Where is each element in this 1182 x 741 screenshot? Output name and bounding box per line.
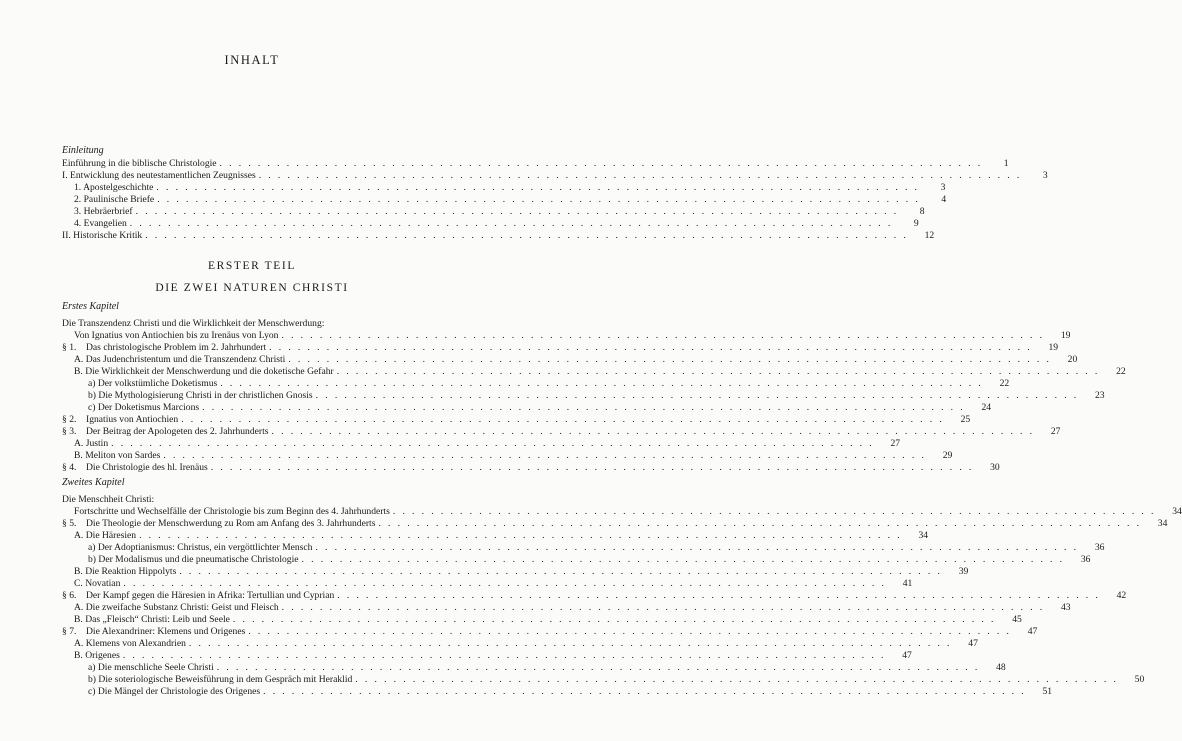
toc-entry bbox=[62, 506, 1182, 518]
entry-text: Die Transzendenz Christi und die Wirklichkeit der Menschwerdung: bbox=[62, 318, 325, 329]
entry-number: § 5. bbox=[62, 518, 77, 529]
dot-leader: . . . . . . . . . . . . . . . . . . . . . . . . . . . . . . . . . . . . . . . . . . . . . . . . . . . . . . . . . . . . . . . . . . . . . . . . . . . . . . . . bbox=[315, 542, 1079, 553]
entry-label bbox=[62, 182, 153, 194]
entry-label bbox=[62, 530, 136, 542]
entry-text: a) Der volkstümliche Doketismus bbox=[88, 378, 218, 389]
entry-label bbox=[62, 626, 245, 638]
dot-leader: . . . . . . . . . . . . . . . . . . . . . . . . . . . . . . . . . . . . . . . . . . . . . . . . . . . . . . . . . . . . . . . . . . . . . . . . . . . . . . . . bbox=[202, 402, 966, 413]
entry-text: b) Die soteriologische Beweisführung in dem Gespräch mit Heraklid bbox=[88, 674, 353, 685]
dot-leader: . . . . . . . . . . . . . . . . . . . . . . . . . . . . . . . . . . . . . . . . . . . . . . . . . . . . . . . . . . . . . . . . . . . . . . . . . . . . . . . . bbox=[139, 530, 903, 541]
dot-leader: . . . . . . . . . . . . . . . . . . . . . . . . . . . . . . . . . . . . . . . . . . . . . . . . . . . . . . . . . . . . . . . . . . . . . . . . . . . . . . . . bbox=[232, 614, 996, 625]
toc-entry bbox=[62, 554, 1091, 566]
toc-entry bbox=[62, 366, 1126, 378]
dot-leader: . . . . . . . . . . . . . . . . . . . . . . . . . . . . . . . . . . . . . . . . . . . . . . . . . . . . . . . . . . . . . . . . . . . . . . . . . . . . . . . . bbox=[219, 158, 983, 169]
entry-label bbox=[62, 450, 160, 462]
entry-text: C. Novatian bbox=[74, 578, 121, 589]
entry-label bbox=[62, 650, 120, 662]
entry-label bbox=[62, 206, 133, 218]
entry-label bbox=[62, 462, 208, 474]
entry-label bbox=[62, 494, 154, 506]
page-number: 12 bbox=[924, 230, 935, 241]
entry-text: Der Kampf gegen die Häresien in Afrika: Tertullian und Cyprian bbox=[86, 590, 335, 601]
part-title: DIE ZWEI NATUREN CHRISTI bbox=[155, 282, 349, 294]
toc-entry bbox=[62, 354, 1078, 366]
page-number: 36 bbox=[1094, 542, 1105, 553]
dot-leader: . . . . . . . . . . . . . . . . . . . . . . . . . . . . . . . . . . . . . . . . . . . . . . . . . . . . . . . . . . . . . . . . . . . . . . . . . . . . . . . . bbox=[188, 638, 952, 649]
page-number: 43 bbox=[1061, 602, 1071, 613]
page-number: 22 bbox=[1116, 366, 1126, 377]
entry-text: a) Der Adoptianismus: Christus, ein vergöttlichter Mensch bbox=[88, 542, 313, 553]
entry-label bbox=[62, 218, 127, 230]
dot-leader: . . . . . . . . . . . . . . . . . . . . . . . . . . . . . . . . . . . . . . . . . . . . . . . . . . . . . . . . . . . . . . . . . . . . . . . . . . . . . . . . bbox=[315, 390, 1079, 401]
section-heading: Einleitung bbox=[62, 145, 104, 156]
toc-entry bbox=[62, 602, 1071, 614]
page-number: 19 bbox=[1048, 342, 1059, 353]
entry-label bbox=[62, 390, 313, 402]
entry-text: Einführung in die biblische Christologie bbox=[62, 158, 217, 169]
entry-label bbox=[62, 170, 256, 182]
dot-leader: . . . . . . . . . . . . . . . . . . . . . . . . . . . . . . . . . . . . . . . . . . . . . . . . . . . . . . . . . . . . . . . . . . . . . . . . . . . . . . . . bbox=[301, 554, 1065, 565]
dot-leader: . . . . . . . . . . . . . . . . . . . . . . . . . . . . . . . . . . . . . . . . . . . . . . . . . . . . . . . . . . . . . . . . . . . . . . . . . . . . . . . . bbox=[145, 230, 909, 241]
entry-text: Die Alexandriner: Klemens und Origenes bbox=[86, 626, 246, 637]
page-number: 27 bbox=[1050, 426, 1061, 437]
entry-label bbox=[62, 318, 324, 330]
dot-leader: . . . . . . . . . . . . . . . . . . . . . . . . . . . . . . . . . . . . . . . . . . . . . . . . . . . . . . . . . . . . . . . . . . . . . . . . . . . . . . . . bbox=[220, 378, 984, 389]
toc-entry bbox=[62, 542, 1105, 554]
part-label: ERSTER TEIL bbox=[208, 260, 296, 272]
dot-leader: . . . . . . . . . . . . . . . . . . . . . . . . . . . . . . . . . . . . . . . . . . . . . . . . . . . . . . . . . . . . . . . . . . . . . . . . . . . . . . . . bbox=[216, 662, 980, 673]
toc-entry bbox=[62, 626, 1038, 638]
page-title: INHALT bbox=[224, 53, 280, 67]
dot-leader: . . . . . . . . . . . . . . . . . . . . . . . . . . . . . . . . . . . . . . . . . . . . . . . . . . . . . . . . . . . . . . . . . . . . . . . . . . . . . . . . bbox=[281, 602, 1045, 613]
entry-label bbox=[62, 602, 279, 614]
entry-text: Das christologische Problem im 2. Jahrhundert bbox=[86, 342, 267, 353]
dot-leader: . . . . . . . . . . . . . . . . . . . . . . . . . . . . . . . . . . . . . . . . . . . . . . . . . . . . . . . . . . . . . . . . . . . . . . . . . . . . . . . . bbox=[281, 330, 1045, 341]
page-number: 20 bbox=[1067, 354, 1078, 365]
page-number: 23 bbox=[1095, 390, 1105, 401]
entry-text: B. Die Reaktion Hippolyts bbox=[74, 566, 177, 577]
page-number: 25 bbox=[960, 414, 971, 425]
toc-entry bbox=[62, 530, 929, 542]
toc-entry bbox=[62, 402, 992, 414]
toc-entry bbox=[62, 194, 947, 206]
dot-leader: . . . . . . . . . . . . . . . . . . . . . . . . . . . . . . . . . . . . . . . . . . . . . . . . . . . . . . . . . . . . . . . . . . . . . . . . . . . . . . . . bbox=[288, 354, 1052, 365]
page-number: 47 bbox=[1027, 626, 1038, 637]
page-number: 51 bbox=[1042, 686, 1053, 697]
entry-text: Der Beitrag der Apologeten des 2. Jahrhunderts bbox=[86, 426, 269, 437]
toc-entry bbox=[62, 378, 1010, 390]
dot-leader: . . . . . . . . . . . . . . . . . . . . . . . . . . . . . . . . . . . . . . . . . . . . . . . . . . . . . . . . . . . . . . . . . . . . . . . . . . . . . . . . bbox=[337, 590, 1101, 601]
entry-text: Fortschritte und Wechselfälle der Christologie bis zum Beginn des 4. Jahrhunderts bbox=[74, 506, 390, 517]
entry-text: b) Der Modalismus und die pneumatische Christologie bbox=[88, 554, 299, 565]
entry-text: A. Klemens von Alexandrien bbox=[74, 638, 186, 649]
page-number: 3 bbox=[1042, 170, 1048, 181]
toc-entry bbox=[62, 426, 1061, 438]
dot-leader: . . . . . . . . . . . . . . . . . . . . . . . . . . . . . . . . . . . . . . . . . . . . . . . . . . . . . . . . . . . . . . . . . . . . . . . . . . . . . . . . bbox=[129, 218, 893, 229]
toc-entry bbox=[62, 170, 1048, 182]
toc-entry bbox=[62, 650, 912, 662]
page-number: 8 bbox=[919, 206, 925, 217]
toc-entry bbox=[62, 614, 1022, 626]
entry-text: A. Die Häresien bbox=[74, 530, 137, 541]
page-number: 34 bbox=[918, 530, 929, 541]
toc-entry bbox=[62, 686, 1053, 698]
toc-entry bbox=[62, 182, 946, 194]
dot-leader: . . . . . . . . . . . . . . . . . . . . . . . . . . . . . . . . . . . . . . . . . . . . . . . . . . . . . . . . . . . . . . . . . . . . . . . . . . . . . . . . bbox=[392, 506, 1156, 517]
page-number: 1 bbox=[1003, 158, 1009, 169]
dot-leader: . . . . . . . . . . . . . . . . . . . . . . . . . . . . . . . . . . . . . . . . . . . . . . . . . . . . . . . . . . . . . . . . . . . . . . . . . . . . . . . . bbox=[258, 170, 1022, 181]
page-number: 36 bbox=[1080, 554, 1091, 565]
page-number: 30 bbox=[990, 462, 1000, 473]
entry-number: § 7. bbox=[62, 626, 77, 637]
toc-entry bbox=[62, 578, 913, 590]
entry-text: 3. Hebräerbrief bbox=[74, 206, 133, 217]
dot-leader: . . . . . . . . . . . . . . . . . . . . . . . . . . . . . . . . . . . . . . . . . . . . . . . . . . . . . . . . . . . . . . . . . . . . . . . . . . . . . . . . bbox=[210, 462, 974, 473]
entry-label bbox=[62, 426, 269, 438]
entry-label bbox=[62, 330, 278, 342]
toc-entry bbox=[62, 674, 1145, 686]
entry-number: § 3. bbox=[62, 426, 77, 437]
entry-label bbox=[62, 354, 285, 366]
entry-number: § 4. bbox=[62, 462, 77, 473]
entry-label bbox=[62, 342, 266, 354]
dot-leader: . . . . . . . . . . . . . . . . . . . . . . . . . . . . . . . . . . . . . . . . . . . . . . . . . . . . . . . . . . . . . . . . . . . . . . . . . . . . . . . . bbox=[378, 518, 1142, 529]
page-number: 50 bbox=[1134, 674, 1145, 685]
entry-text: c) Die Mängel der Christologie des Origenes bbox=[88, 686, 261, 697]
toc-entry bbox=[62, 462, 1000, 474]
entry-text: Die Christologie des hl. Irenäus bbox=[86, 462, 208, 473]
page-number: 3 bbox=[940, 182, 946, 193]
entry-label bbox=[62, 506, 390, 518]
toc-entry bbox=[62, 438, 901, 450]
entry-label bbox=[62, 578, 120, 590]
entry-label bbox=[62, 542, 312, 554]
dot-leader: . . . . . . . . . . . . . . . . . . . . . . . . . . . . . . . . . . . . . . . . . . . . . . . . . . . . . . . . . . . . . . . . . . . . . . . . . . . . . . . . bbox=[181, 414, 945, 425]
entry-text: Von Ignatius von Antiochien bis zu Irenäus von Lyon bbox=[74, 330, 279, 341]
dot-leader: . . . . . . . . . . . . . . . . . . . . . . . . . . . . . . . . . . . . . . . . . . . . . . . . . . . . . . . . . . . . . . . . . . . . . . . . . . . . . . . . bbox=[135, 206, 899, 217]
entry-text: Die Theologie der Menschwerdung zu Rom am Anfang des 3. Jahrhunderts bbox=[86, 518, 376, 529]
entry-text: c) Der Doketismus Marcions bbox=[88, 402, 200, 413]
section-heading: Erstes Kapitel bbox=[62, 301, 119, 312]
dot-leader: . . . . . . . . . . . . . . . . . . . . . . . . . . . . . . . . . . . . . . . . . . . . . . . . . . . . . . . . . . . . . . . . . . . . . . . . . . . . . . . . bbox=[111, 438, 875, 449]
entry-label bbox=[62, 438, 108, 450]
page-number: 9 bbox=[913, 218, 919, 229]
toc-entry bbox=[62, 494, 447, 506]
page-number: 48 bbox=[996, 662, 1006, 673]
entry-text: Ignatius von Antiochien bbox=[86, 414, 179, 425]
entry-label bbox=[62, 158, 217, 170]
page-number: 29 bbox=[942, 450, 953, 461]
page-number: 24 bbox=[981, 402, 992, 413]
dot-leader: . . . . . . . . . . . . . . . . . . . . . . . . . . . . . . . . . . . . . . . . . . . . . . . . . . . . . . . . . . . . . . . . . . . . . . . . . . . . . . . . bbox=[156, 182, 920, 193]
entry-number: § 6. bbox=[62, 590, 77, 601]
entry-label bbox=[62, 194, 154, 206]
page-number: 42 bbox=[1116, 590, 1127, 601]
entry-label bbox=[62, 518, 375, 530]
entry-text: a) Die menschliche Seele Christi bbox=[88, 662, 214, 673]
page-number: 47 bbox=[968, 638, 978, 649]
page-number: 47 bbox=[902, 650, 912, 661]
entry-text: B. Das „Fleisch“ Christi: Leib und Seele bbox=[74, 614, 230, 625]
toc-entry bbox=[62, 566, 969, 578]
entry-text: A. Justin bbox=[74, 438, 109, 449]
dot-leader: . . . . . . . . . . . . . . . . . . . . . . . . . . . . . . . . . . . . . . . . . . . . . . . . . . . . . . . . . . . . . . . . . . . . . . . . . . . . . . . . bbox=[269, 342, 1033, 353]
dot-leader: . . . . . . . . . . . . . . . . . . . . . . . . . . . . . . . . . . . . . . . . . . . . . . . . . . . . . . . . . . . . . . . . . . . . . . . . . . . . . . . . bbox=[157, 194, 921, 205]
entry-text: B. Die Wirklichkeit der Menschwerdung und die doketische Gefahr bbox=[74, 366, 334, 377]
entry-number: § 2. bbox=[62, 414, 77, 425]
entry-label bbox=[62, 590, 334, 602]
toc-entry bbox=[62, 662, 1006, 674]
entry-text: 2. Paulinische Briefe bbox=[74, 194, 155, 205]
page-number: 4 bbox=[941, 194, 947, 205]
entry-text: Die Menschheit Christi: bbox=[62, 494, 155, 505]
toc-entry bbox=[62, 158, 1009, 170]
entry-label bbox=[62, 230, 142, 242]
toc-entry bbox=[62, 518, 1168, 530]
toc-entry bbox=[62, 330, 1071, 342]
dot-leader: . . . . . . . . . . . . . . . . . . . . . . . . . . . . . . . . . . . . . . . . . . . . . . . . . . . . . . . . . . . . . . . . . . . . . . . . . . . . . . . . bbox=[122, 650, 886, 661]
entry-label bbox=[62, 674, 352, 686]
entry-label bbox=[62, 566, 176, 578]
page-number: 22 bbox=[999, 378, 1010, 389]
entry-label bbox=[62, 614, 230, 626]
toc-entry bbox=[62, 218, 919, 230]
dot-leader: . . . . . . . . . . . . . . . . . . . . . . . . . . . . . . . . . . . . . . . . . . . . . . . . . . . . . . . . . . . . . . . . . . . . . . . . . . . . . . . . bbox=[163, 450, 927, 461]
entry-text: 1. Apostelgeschichte bbox=[74, 182, 154, 193]
toc-entry bbox=[62, 318, 447, 330]
toc-entry bbox=[62, 342, 1059, 354]
page-number: 39 bbox=[958, 566, 969, 577]
entry-label bbox=[62, 662, 214, 674]
section-heading: Zweites Kapitel bbox=[62, 477, 125, 488]
entry-text: B. Meliton von Sardes bbox=[74, 450, 161, 461]
entry-text: A. Die zweifache Substanz Christi: Geist und Fleisch bbox=[74, 602, 279, 613]
page-number: 34 bbox=[1157, 518, 1168, 529]
page-number: 45 bbox=[1012, 614, 1022, 625]
entry-label bbox=[62, 554, 299, 566]
toc-entry bbox=[62, 450, 953, 462]
toc-entry bbox=[62, 414, 971, 426]
page-number: 19 bbox=[1060, 330, 1071, 341]
dot-leader: . . . . . . . . . . . . . . . . . . . . . . . . . . . . . . . . . . . . . . . . . . . . . . . . . . . . . . . . . . . . . . . . . . . . . . . . . . . . . . . . bbox=[355, 674, 1119, 685]
entry-text: A. Das Judenchristentum und die Transzendenz Christi bbox=[74, 354, 286, 365]
entry-label bbox=[62, 414, 178, 426]
entry-label bbox=[62, 638, 186, 650]
page-number: 34 bbox=[1172, 506, 1182, 517]
entry-number: § 1. bbox=[62, 342, 77, 353]
dot-leader: . . . . . . . . . . . . . . . . . . . . . . . . . . . . . . . . . . . . . . . . . . . . . . . . . . . . . . . . . . . . . . . . . . . . . . . . . . . . . . . . bbox=[248, 626, 1012, 637]
entry-text: I. Entwicklung des neutestamentlichen Zeugnisses bbox=[62, 170, 256, 181]
page-number: 41 bbox=[902, 578, 913, 589]
entry-text: B. Origenes bbox=[74, 650, 120, 661]
entry-text: II. Historische Kritik bbox=[62, 230, 143, 241]
entry-text: b) Die Mythologisierung Christi in der christlichen Gnosis bbox=[88, 390, 313, 401]
page-number: 27 bbox=[890, 438, 901, 449]
dot-leader: . . . . . . . . . . . . . . . . . . . . . . . . . . . . . . . . . . . . . . . . . . . . . . . . . . . . . . . . . . . . . . . . . . . . . . . . . . . . . . . . bbox=[179, 566, 943, 577]
toc-entry bbox=[62, 638, 978, 650]
entry-label bbox=[62, 402, 199, 414]
entry-label bbox=[62, 686, 260, 698]
toc-entry bbox=[62, 206, 925, 218]
toc-entry bbox=[62, 590, 1127, 602]
dot-leader: . . . . . . . . . . . . . . . . . . . . . . . . . . . . . . . . . . . . . . . . . . . . . . . . . . . . . . . . . . . . . . . . . . . . . . . . . . . . . . . . bbox=[263, 686, 1027, 697]
entry-label bbox=[62, 366, 334, 378]
toc-entry bbox=[62, 230, 935, 242]
entry-text: 4. Evangelien bbox=[74, 218, 127, 229]
toc-entry bbox=[62, 390, 1105, 402]
entry-label bbox=[62, 378, 217, 390]
dot-leader: . . . . . . . . . . . . . . . . . . . . . . . . . . . . . . . . . . . . . . . . . . . . . . . . . . . . . . . . . . . . . . . . . . . . . . . . . . . . . . . . bbox=[336, 366, 1100, 377]
dot-leader: . . . . . . . . . . . . . . . . . . . . . . . . . . . . . . . . . . . . . . . . . . . . . . . . . . . . . . . . . . . . . . . . . . . . . . . . . . . . . . . . bbox=[271, 426, 1035, 437]
dot-leader: . . . . . . . . . . . . . . . . . . . . . . . . . . . . . . . . . . . . . . . . . . . . . . . . . . . . . . . . . . . . . . . . . . . . . . . . . . . . . . . . bbox=[123, 578, 887, 589]
